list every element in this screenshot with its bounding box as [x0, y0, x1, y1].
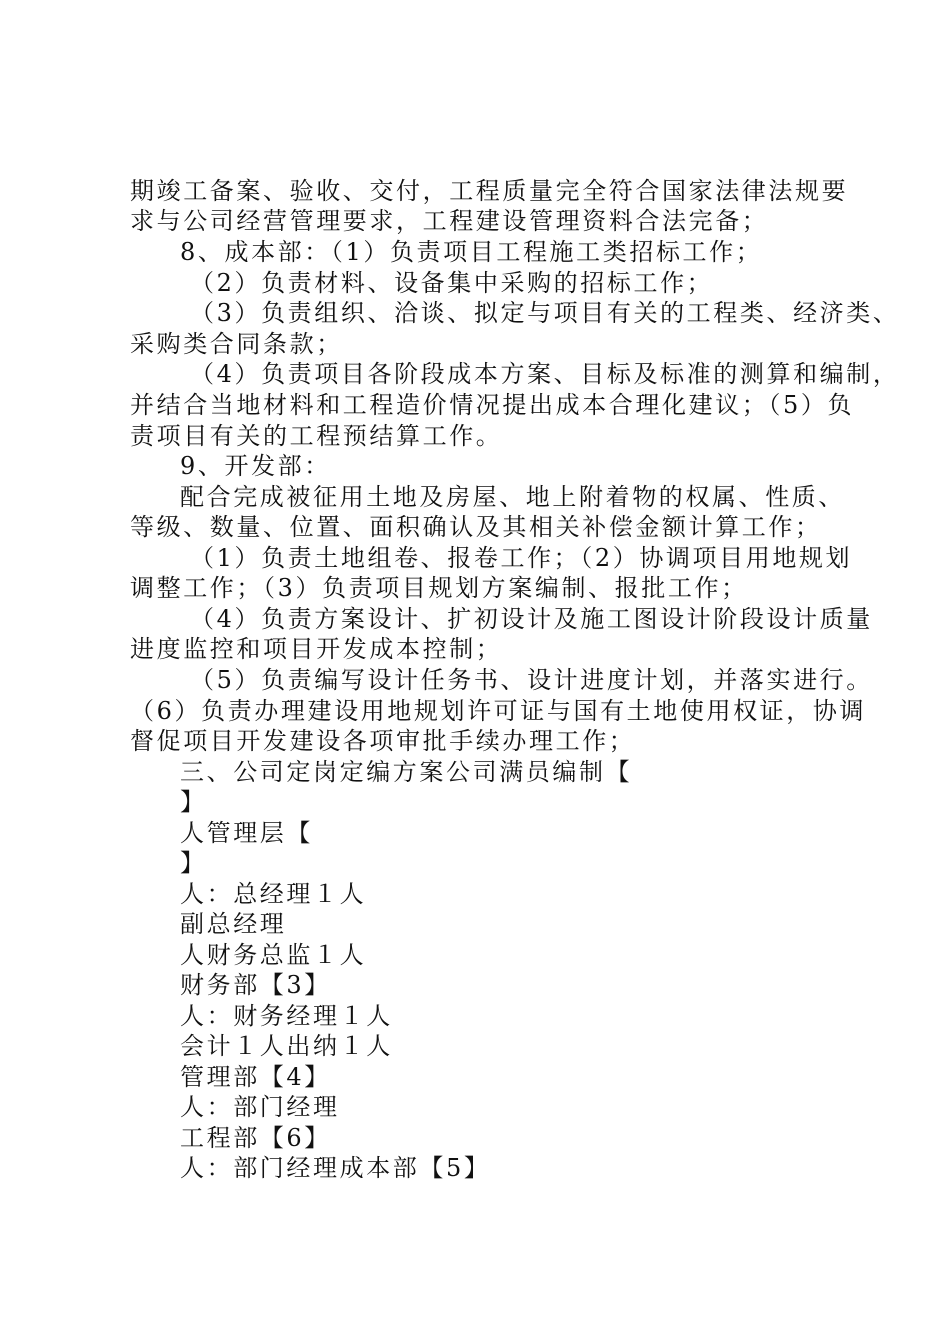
text-line: 等级、数量、位置、面积确认及其相关补偿金额计算工作； [130, 513, 822, 541]
text-line: 人财务总监１人 [180, 941, 367, 969]
text-line: 采购类合同条款； [130, 330, 343, 358]
text-line: （2）负责材料、设备集中采购的招标工作； [190, 269, 714, 297]
text-line: 责项目有关的工程预结算工作。 [130, 422, 503, 450]
section-heading: 三、公司定岗定编方案公司满员编制【 [180, 758, 633, 786]
text-line: 】 [180, 849, 207, 877]
text-line: 调整工作；（3）负责项目规划方案编制、报批工作； [130, 574, 748, 602]
text-line: 进度监控和项目开发成本控制； [130, 635, 503, 663]
text-line: 求与公司经营管理要求，工程建设管理资料合法完备； [130, 207, 769, 235]
text-line: （3）负责组织、洽谈、拟定与项目有关的工程类、经济类、 [190, 299, 900, 327]
text-line: 工程部【6】 [180, 1124, 331, 1152]
text-line: 人：部门经理成本部【5】 [180, 1154, 491, 1182]
text-line: 财务部【3】 [180, 971, 331, 999]
text-line: 督促项目开发建设各项审批手续办理工作； [130, 727, 636, 755]
text-line: （6）负责办理建设用地规划许可证与国有土地使用权证，协调 [130, 697, 867, 725]
text-line: 管理部【4】 [180, 1063, 331, 1091]
text-line: 9、开发部： [180, 452, 331, 480]
text-line: 配合完成被征用土地及房屋、地上附着物的权属、性质、 [180, 483, 845, 511]
text-line: 会计１人出纳１人 [180, 1032, 393, 1060]
text-line: 人：部门经理 [180, 1093, 340, 1121]
text-line: （5）负责编写设计任务书、设计进度计划，并落实进行。 [190, 666, 873, 694]
text-line: （4）负责项目各阶段成本方案、目标及标准的测算和编制， [190, 360, 900, 388]
text-line: 人：总经理１人 [180, 880, 367, 908]
text-line: （1）负责土地组卷、报卷工作；（2）协调项目用地规划 [190, 544, 853, 572]
text-line: （4）负责方案设计、扩初设计及施工图设计阶段设计质量 [190, 605, 873, 633]
text-line: 并结合当地材料和工程造价情况提出成本合理化建议；（5）负 [130, 391, 855, 419]
text-line: 期竣工备案、验收、交付，工程质量完全符合国家法律法规要 [130, 177, 849, 205]
text-line: 人：财务经理１人 [180, 1002, 393, 1030]
text-line: 人管理层【 [180, 819, 313, 847]
text-line: 副总经理 [180, 910, 287, 938]
text-line: 】 [180, 788, 207, 816]
text-line: 8、成本部：（1）负责项目工程施工类招标工作； [180, 238, 763, 266]
